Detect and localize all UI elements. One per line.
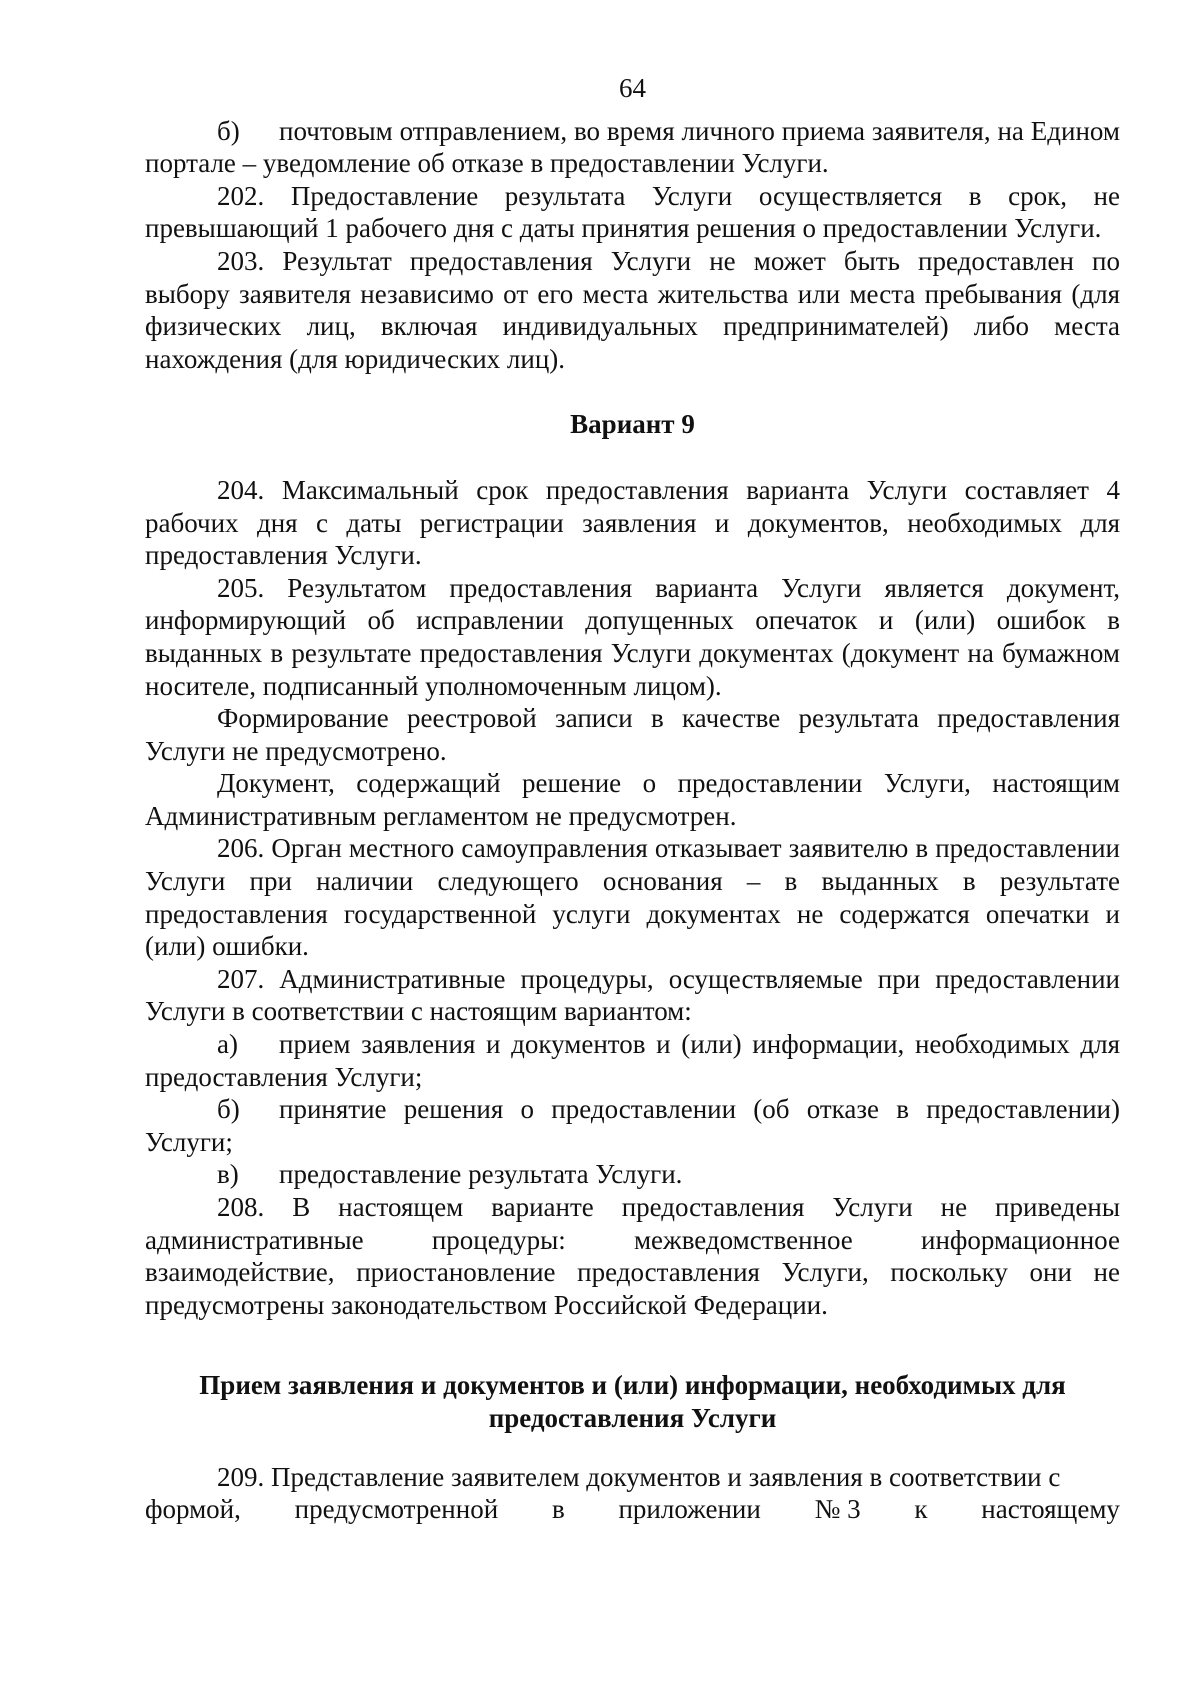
paragraph-text: Формирование реестровой записи в качестве результата предоставления Услуги не предусмотрено. xyxy=(145,703,1120,766)
paragraph xyxy=(145,832,1120,962)
paragraph-text: Документ, содержащий решение о предоставлении Услуги, настоящим Административным регламентом не предусмотрен. xyxy=(145,768,1120,831)
paragraph-text: 206. Орган местного самоуправления отказывает заявителю в предоставлении Услуги при наличии следующего основания – в выданных в результате предоставления государственной услуги документах не содержатся опечатки и (или) ошибки. xyxy=(145,833,1120,962)
word: предусмотренной xyxy=(294,1494,499,1525)
list-item xyxy=(145,115,1120,180)
list-marker: б) xyxy=(217,1094,240,1125)
last-line xyxy=(145,1493,1120,1526)
list-item xyxy=(145,1028,1120,1093)
word: приложении xyxy=(618,1494,761,1525)
paragraph-text: 205. Результатом предоставления варианта Услуги является документ, информирующий об исправлении допущенных опечаток и (или) ошибок в выданных в результате предоставления Услуги документах (документ на бумажном носителе, подписанный уполномоченным лицом). xyxy=(145,572,1120,701)
section-heading-reception: Прием заявления и документов и (или) информации, необходимых для предоставления Услуги xyxy=(199,1370,1066,1433)
text-block-2 xyxy=(145,474,1120,1321)
paragraph-text: предоставление результата Услуги. xyxy=(279,1159,683,1190)
text-block-1 xyxy=(145,115,1120,376)
paragraph xyxy=(145,702,1120,767)
paragraph-text: 204. Максимальный срок предоставления варианта Услуги составляет 4 рабочих дня с даты регистрации заявления и документов, необходимых для предоставления Услуги. xyxy=(145,474,1120,571)
paragraph-text: 209. Представление заявителем документов и заявления в соответствии с xyxy=(217,1461,1061,1492)
list-item xyxy=(145,1093,1120,1158)
word: настоящему xyxy=(981,1494,1120,1525)
paragraph xyxy=(145,1191,1120,1321)
list-item xyxy=(145,1158,1120,1191)
paragraph xyxy=(145,245,1120,375)
word: формой, xyxy=(145,1494,241,1525)
paragraph-text: прием заявления и документов и (или) информации, необходимых для предоставления Услуги; xyxy=(145,1029,1120,1092)
word: к xyxy=(914,1494,928,1525)
paragraph-text: 202. Предоставление результата Услуги осуществляется в срок, не превышающий 1 рабочего дня с даты принятия решения о предоставлении Услуги. xyxy=(145,180,1120,244)
paragraph-text: 208. В настоящем варианте предоставления Услуги не приведены административные процедуры: межведомственное информационное взаимодействие, приостановление предоставления Услуги, поскольку они не предусмотрены законодательством Российской Федерации. xyxy=(145,1192,1120,1320)
paragraph-text: принятие решения о предоставлении (об отказе в предоставлении) Услуги; xyxy=(145,1094,1120,1157)
list-marker: в) xyxy=(217,1159,239,1190)
paragraph-text: 207. Административные процедуры, осуществляемые при предоставлении Услуги в соответствии с настоящим вариантом: xyxy=(145,963,1120,1027)
page-number: 64 xyxy=(619,73,646,103)
paragraph-text: почтовым отправлением, во время личного приема заявителя, на Едином портале – уведомление об отказе в предоставлении Услуги. xyxy=(145,115,1120,179)
paragraph xyxy=(145,180,1120,245)
paragraph xyxy=(145,963,1120,1028)
paragraph xyxy=(145,572,1120,702)
list-marker: б) xyxy=(217,115,240,146)
paragraph xyxy=(145,474,1120,572)
paragraph xyxy=(145,767,1120,832)
paragraph xyxy=(145,1461,1120,1494)
word: в xyxy=(551,1494,565,1525)
list-marker: а) xyxy=(217,1029,238,1060)
text-block-3 xyxy=(145,1461,1120,1494)
word: № 3 xyxy=(814,1494,861,1525)
paragraph-text: 203. Результат предоставления Услуги не может быть предоставлен по выбору заявителя независимо от его места жительства или места пребывания (для физических лиц, включая индивидуальных предпринимателей) либо места нахождения (для юридических лиц). xyxy=(145,245,1120,374)
section-heading-variant: Вариант 9 xyxy=(570,409,695,440)
